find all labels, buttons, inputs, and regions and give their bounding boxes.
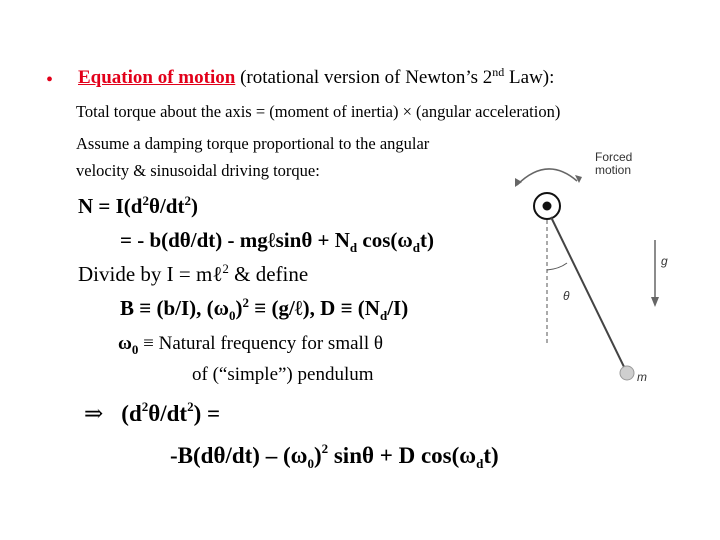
eq1-pre: N = I(d	[78, 194, 143, 218]
eq4-sub0: 0	[229, 308, 236, 323]
eq2-a: = - b(dθ/dt) - mgℓsinθ + N	[120, 228, 350, 252]
final2-d: t)	[483, 443, 499, 468]
arc-arrow-right-icon	[575, 175, 582, 183]
final-equation-line-2	[170, 441, 499, 471]
implies-arrow: ⇒	[84, 401, 104, 426]
pendulum-figure	[505, 145, 720, 390]
final-equation-line-1	[84, 399, 221, 426]
eq3-a: Divide by I = mℓ	[78, 262, 223, 286]
pendulum-bob	[620, 366, 634, 380]
eq4-sup2: 2	[242, 295, 249, 310]
natural-frequency-note	[118, 333, 383, 357]
forced-label-line-2: motion	[595, 163, 632, 178]
theta-label: θ	[563, 289, 570, 303]
bullet-marker: •	[46, 69, 54, 91]
final1-b: θ/dt	[148, 401, 188, 426]
gravity-arrow-icon	[651, 297, 659, 307]
equation-2	[120, 228, 434, 255]
forced-motion-arc	[517, 169, 577, 185]
eq3-sup: 2	[222, 261, 229, 276]
eq1-sup1: 2	[142, 193, 149, 208]
eq1-post: )	[190, 194, 198, 218]
forced-motion-label	[595, 151, 632, 177]
eq2-sub2: d	[412, 240, 420, 255]
arc-arrow-left-icon	[515, 178, 522, 187]
eq2-b: cos(ω	[357, 228, 413, 252]
final1-a: (d	[121, 401, 142, 426]
final2-sub0: 0	[307, 456, 314, 471]
note-sub: 0	[131, 342, 139, 357]
velocity-line: velocity & sinusoidal driving torque:	[76, 161, 320, 180]
heading	[78, 65, 555, 88]
final2-c: sinθ + D cos(ω	[328, 443, 477, 468]
eq1-sup2: 2	[184, 193, 191, 208]
eq3-b: & define	[228, 262, 309, 286]
eq4-a: B ≡ (b/I), (ω	[120, 296, 229, 320]
final1-c: ) =	[193, 401, 221, 426]
final1-sup2: 2	[187, 399, 194, 414]
pivot-center	[543, 202, 552, 211]
note-omega: ω	[118, 333, 132, 354]
note-rest: ≡ Natural frequency for small θ	[138, 333, 383, 354]
eq2-c: t)	[419, 228, 434, 252]
eq4-b: )	[235, 296, 243, 320]
assume-line: Assume a damping torque proportional to the angular	[76, 134, 430, 153]
final2-subd: d	[476, 456, 484, 471]
final2-a: -B(dθ/dt) – (ω	[170, 443, 308, 468]
heading-rest-pre: (rotational version of Newton’s 2	[235, 67, 493, 88]
heading-underlined: Equation of motion	[78, 67, 236, 88]
torque-line: Total torque about the axis = (moment of inertia) × (angular acceleration)	[76, 102, 561, 121]
eq1-mid: θ/dt	[148, 194, 185, 218]
pendulum-diagram	[505, 145, 720, 390]
forced-label-line-1: Forced	[595, 150, 633, 164]
heading-sup: nd	[492, 65, 505, 79]
mass-label: m	[637, 370, 647, 384]
final2-b: )	[313, 443, 322, 468]
final2-sup: 2	[321, 441, 329, 456]
simple-pendulum-note: of (“simple”) pendulum	[192, 364, 374, 385]
heading-rest-post: Law):	[504, 67, 555, 88]
divide-line	[78, 261, 309, 286]
eq4-subd: d	[379, 308, 388, 323]
eq4-c: ≡ (g/ℓ), D ≡ (N	[249, 296, 380, 320]
equation-1	[78, 193, 198, 218]
gravity-label: g	[661, 254, 668, 268]
angle-arc	[547, 263, 567, 270]
definitions-line	[120, 295, 409, 323]
eq4-d: /I)	[387, 296, 409, 320]
final1-sup1: 2	[141, 399, 149, 414]
eq2-sub1: d	[349, 240, 358, 255]
